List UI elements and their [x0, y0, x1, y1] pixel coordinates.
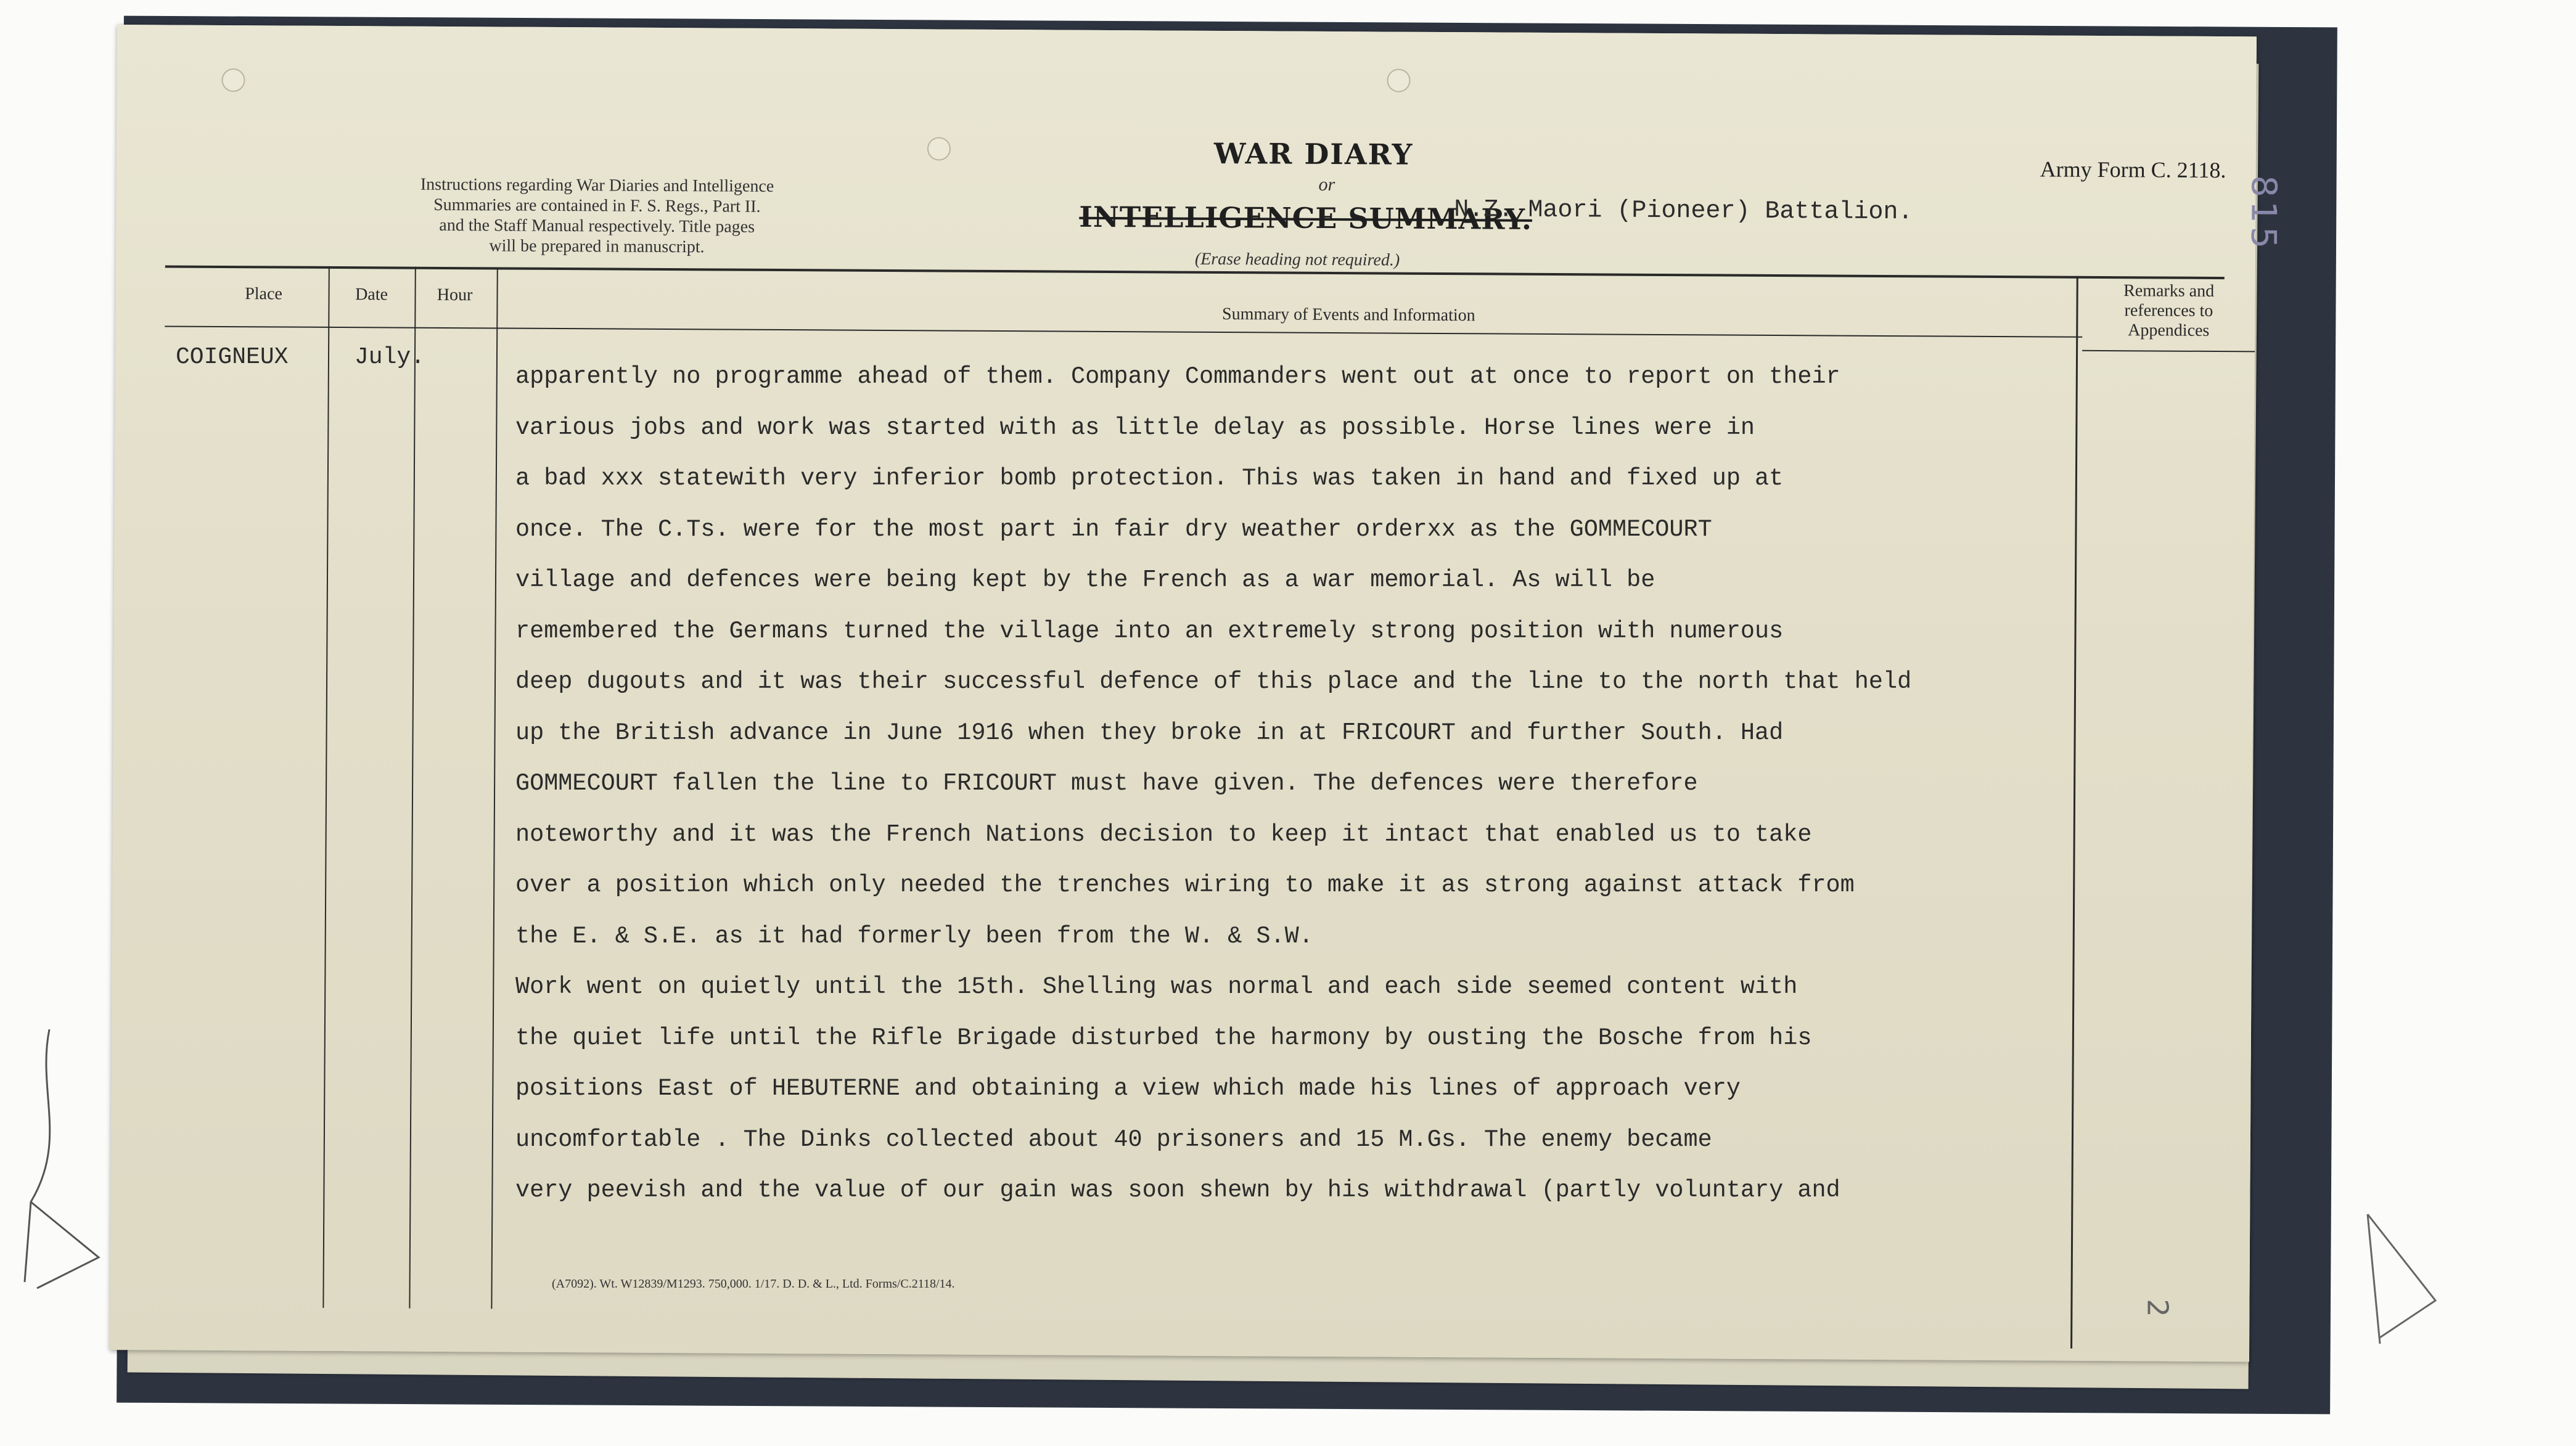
pin-hole	[927, 137, 951, 160]
summary-line: positions East of HEBUTERNE and obtaining a view which made his lines of approach very	[515, 1075, 1741, 1102]
header-rule	[165, 325, 2082, 337]
pencil-mark	[2361, 1208, 2442, 1350]
summary-line: the E. & S.E. as it had formerly been from the W. & S.W.	[515, 922, 1313, 950]
column-divider	[322, 266, 329, 1308]
army-form-label: Army Form C. 2118.	[2040, 157, 2226, 183]
summary-line: deep dugouts and it was their successful defence of this place and the line to the north that held	[515, 668, 1912, 695]
unit-name: N.Z. Maori (Pioneer) Battalion.	[1454, 196, 1913, 227]
summary-line: very peevish and the value of our gain was soon shewn by his withdrawal (partly voluntary and	[515, 1177, 1840, 1204]
summary-line: over a position which only needed the trenches wiring to make it as strong against attack from	[515, 872, 1855, 899]
instructions-line: Instructions regarding War Diaries and Intelligence	[420, 174, 774, 196]
instructions-block	[344, 174, 850, 258]
page-number: 2	[2141, 1299, 2175, 1317]
instructions-line: will be prepared in manuscript.	[489, 236, 705, 257]
summary-text	[515, 351, 2051, 1216]
summary-line: village and defences were being kept by the French as a war memorial. As will be	[515, 566, 1655, 594]
pin-hole	[1387, 69, 1410, 92]
summary-line: Work went on quietly until the 15th. Shelling was normal and each side seemed content with	[515, 973, 1798, 1000]
pencil-mark	[12, 1017, 105, 1301]
summary-line: uncomfortable . The Dinks collected about 40 prisoners and 15 M.Gs. The enemy became	[515, 1125, 1712, 1153]
summary-line: the quiet life until the Rifle Brigade disturbed the harmony by ousting the Bosche from his	[515, 1024, 1812, 1052]
summary-line: once. The C.Ts. were for the most part in fair dry weather orderxx as the GOMMECOURT	[515, 515, 1712, 543]
instructions-line: and the Staff Manual respectively. Title pages	[439, 215, 755, 237]
printer-imprint: (A7092). Wt. W12839/M1293. 750,000. 1/17. D. D. & L., Ltd. Forms/C.2118/14.	[552, 1277, 955, 1291]
title-or: or	[1318, 174, 1335, 195]
summary-line: remembered the Germans turned the village into an extremely strong position with numerous	[515, 617, 1784, 645]
summary-line: up the British advance in June 1916 when they broke in at FRICOURT and further South. Had	[515, 719, 1784, 746]
header-hour: Hour	[437, 285, 473, 305]
remarks-header-rule	[2082, 350, 2255, 353]
date-cell: July.	[355, 344, 425, 370]
place-cell: COIGNEUX	[176, 344, 289, 370]
header-remarks	[2088, 281, 2249, 341]
header-date: Date	[355, 285, 388, 304]
header-remarks-line: Appendices	[2128, 321, 2210, 340]
title-intelligence-summary: INTELLIGENCE SUMMARY.	[1079, 200, 1533, 236]
summary-line: noteworthy and it was the French Nations decision to keep it intact that enabled us to take	[515, 820, 1812, 848]
header-place: Place	[245, 284, 282, 304]
instructions-line: Summaries are contained in F. S. Regs., Part II.	[433, 195, 761, 216]
header-summary: Summary of Events and Information	[1222, 304, 1475, 325]
summary-line: GOMMECOURT fallen the line to FRICOURT must have given. The defences were therefore	[515, 770, 1698, 797]
header-remarks-line: Remarks and	[2123, 281, 2215, 301]
title-war-diary: WAR DIARY	[1213, 136, 1414, 171]
summary-line: a bad xxx statewith very inferior bomb protection. This was taken in hand and fixed up at	[515, 465, 1784, 492]
column-divider	[409, 267, 416, 1309]
column-divider	[491, 267, 498, 1309]
column-divider	[2070, 276, 2078, 1349]
erase-note: (Erase heading not required.)	[1194, 249, 1400, 270]
header-remarks-line: references to	[2124, 301, 2213, 321]
archive-number-stamp: 815	[2242, 175, 2284, 253]
pin-hole	[221, 68, 245, 92]
summary-line: apparently no programme ahead of them. Company Commanders went out at once to report on their	[515, 363, 1840, 390]
summary-line: various jobs and work was started with as little delay as possible. Horse lines were in	[515, 414, 1755, 441]
